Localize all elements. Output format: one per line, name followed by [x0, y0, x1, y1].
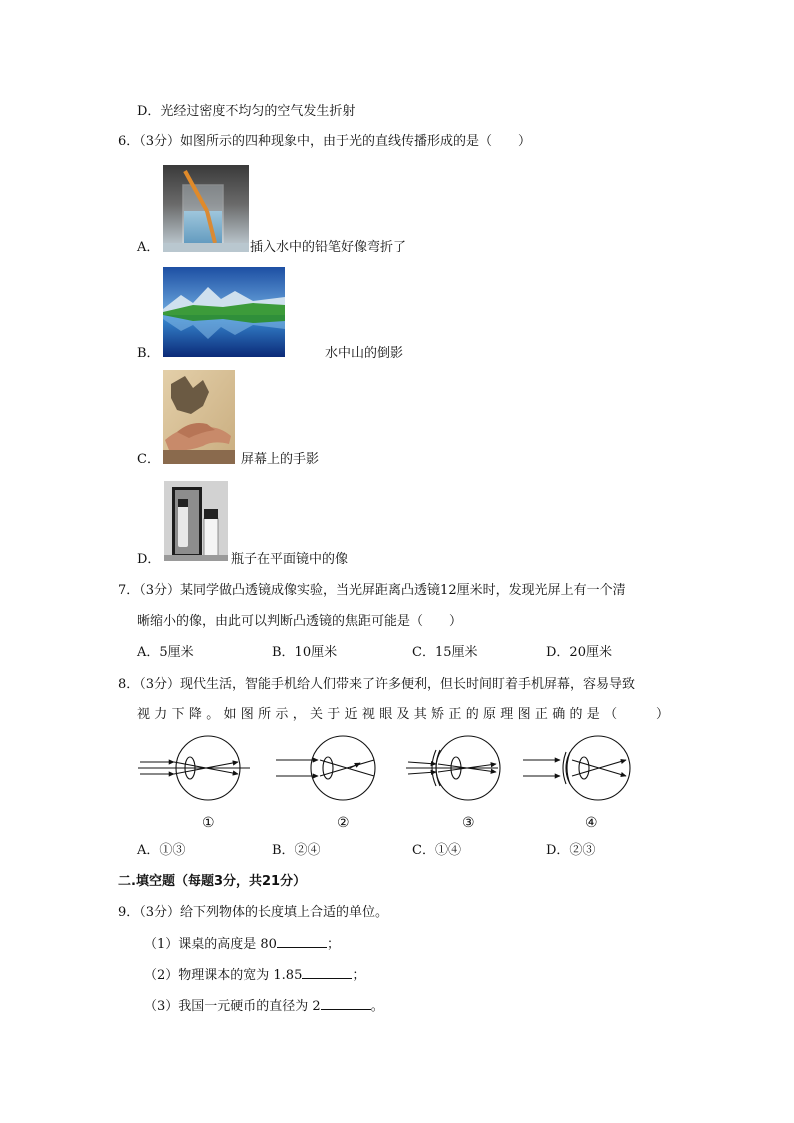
section-2-title: 二.填空题（每题3分，共21分）: [118, 874, 307, 889]
q5-option-d: D．光经过密度不均匀的空气发生折射: [137, 104, 356, 119]
q9-item-1-blank[interactable]: [277, 935, 327, 948]
q6-option-a-caption: 插入水中的铅笔好像弯折了: [250, 240, 407, 255]
mountain-reflection-photo: [163, 267, 285, 357]
q9-item-1: [144, 935, 340, 954]
q6-option-b-caption: 水中山的倒影: [325, 346, 404, 361]
q6-option-d-caption: 瓶子在平面镜中的像: [231, 552, 349, 567]
eye-diagram-3: [406, 736, 500, 800]
q9-item-3-text: （3）我国一元硬币的直径为 2: [144, 999, 321, 1014]
q7-stem-line2: 晰缩小的像，由此可以判断凸透镜的焦距可能是（ ）: [137, 614, 463, 629]
eye-diagrams: [138, 732, 638, 807]
q9-item-3-blank[interactable]: [321, 997, 371, 1010]
hand-shadow-photo: [163, 370, 235, 464]
q9-item-2-end: ；: [352, 968, 366, 983]
q7-option-d: D．20厘米: [546, 645, 612, 660]
eye-diagram-4: [523, 736, 630, 800]
q7-option-c: C．15厘米: [412, 645, 478, 660]
q7-option-a: A．5厘米: [137, 645, 194, 660]
eye-diagram-2: [276, 736, 375, 800]
q8-stem-line1: 8．（3分）现代生活，智能手机给人们带来了许多便利，但长时间盯着手机屏幕，容易导致: [118, 677, 636, 692]
bottle-mirror-photo: [164, 481, 228, 561]
q8-option-c: C．①④: [412, 843, 461, 858]
eye-label-1: ①: [202, 815, 215, 831]
eye-label-4: ④: [585, 815, 598, 831]
q9-item-3-end: 。: [370, 999, 384, 1014]
q9-item-1-text: （1）课桌的高度是 80: [144, 937, 277, 952]
eye-diagram-1: [138, 736, 250, 800]
pencil-in-water-photo: [163, 165, 249, 252]
q9-item-2-blank[interactable]: [302, 966, 352, 979]
q9-stem: 9．（3分）给下列物体的长度填上合适的单位。: [118, 905, 389, 920]
q7-stem-line1: 7．（3分）某同学做凸透镜成像实验，当光屏距离凸透镜12厘米时，发现光屏上有一个清: [118, 583, 626, 598]
q6-option-c-caption: 屏幕上的手影: [241, 452, 320, 467]
q6-option-c-letter: C．: [137, 452, 160, 467]
q8-option-d: D．②③: [546, 843, 596, 858]
q8-option-a: A．①③: [137, 843, 186, 858]
q7-option-b: B．10厘米: [272, 645, 338, 660]
q9-item-3: [144, 997, 384, 1016]
q8-option-b: B．②④: [272, 843, 321, 858]
eye-label-2: ②: [337, 815, 350, 831]
q6-option-a-letter: A．: [137, 240, 160, 255]
q9-item-2: [144, 966, 365, 985]
q9-item-2-text: （2）物理课本的宽为 1.85: [144, 968, 303, 983]
q6-option-b-letter: B．: [137, 346, 160, 361]
q6-option-d-letter: D．: [137, 552, 161, 567]
q8-stem-line2: 视力下降。如图所示，关于近视眼及其矫正的原理图正确的是（ ）: [137, 707, 674, 722]
eye-label-3: ③: [462, 815, 475, 831]
q9-item-1-end: ；: [326, 937, 340, 952]
q6-stem: 6．（3分）如图所示的四种现象中，由于光的直线传播形成的是（ ）: [118, 134, 532, 149]
